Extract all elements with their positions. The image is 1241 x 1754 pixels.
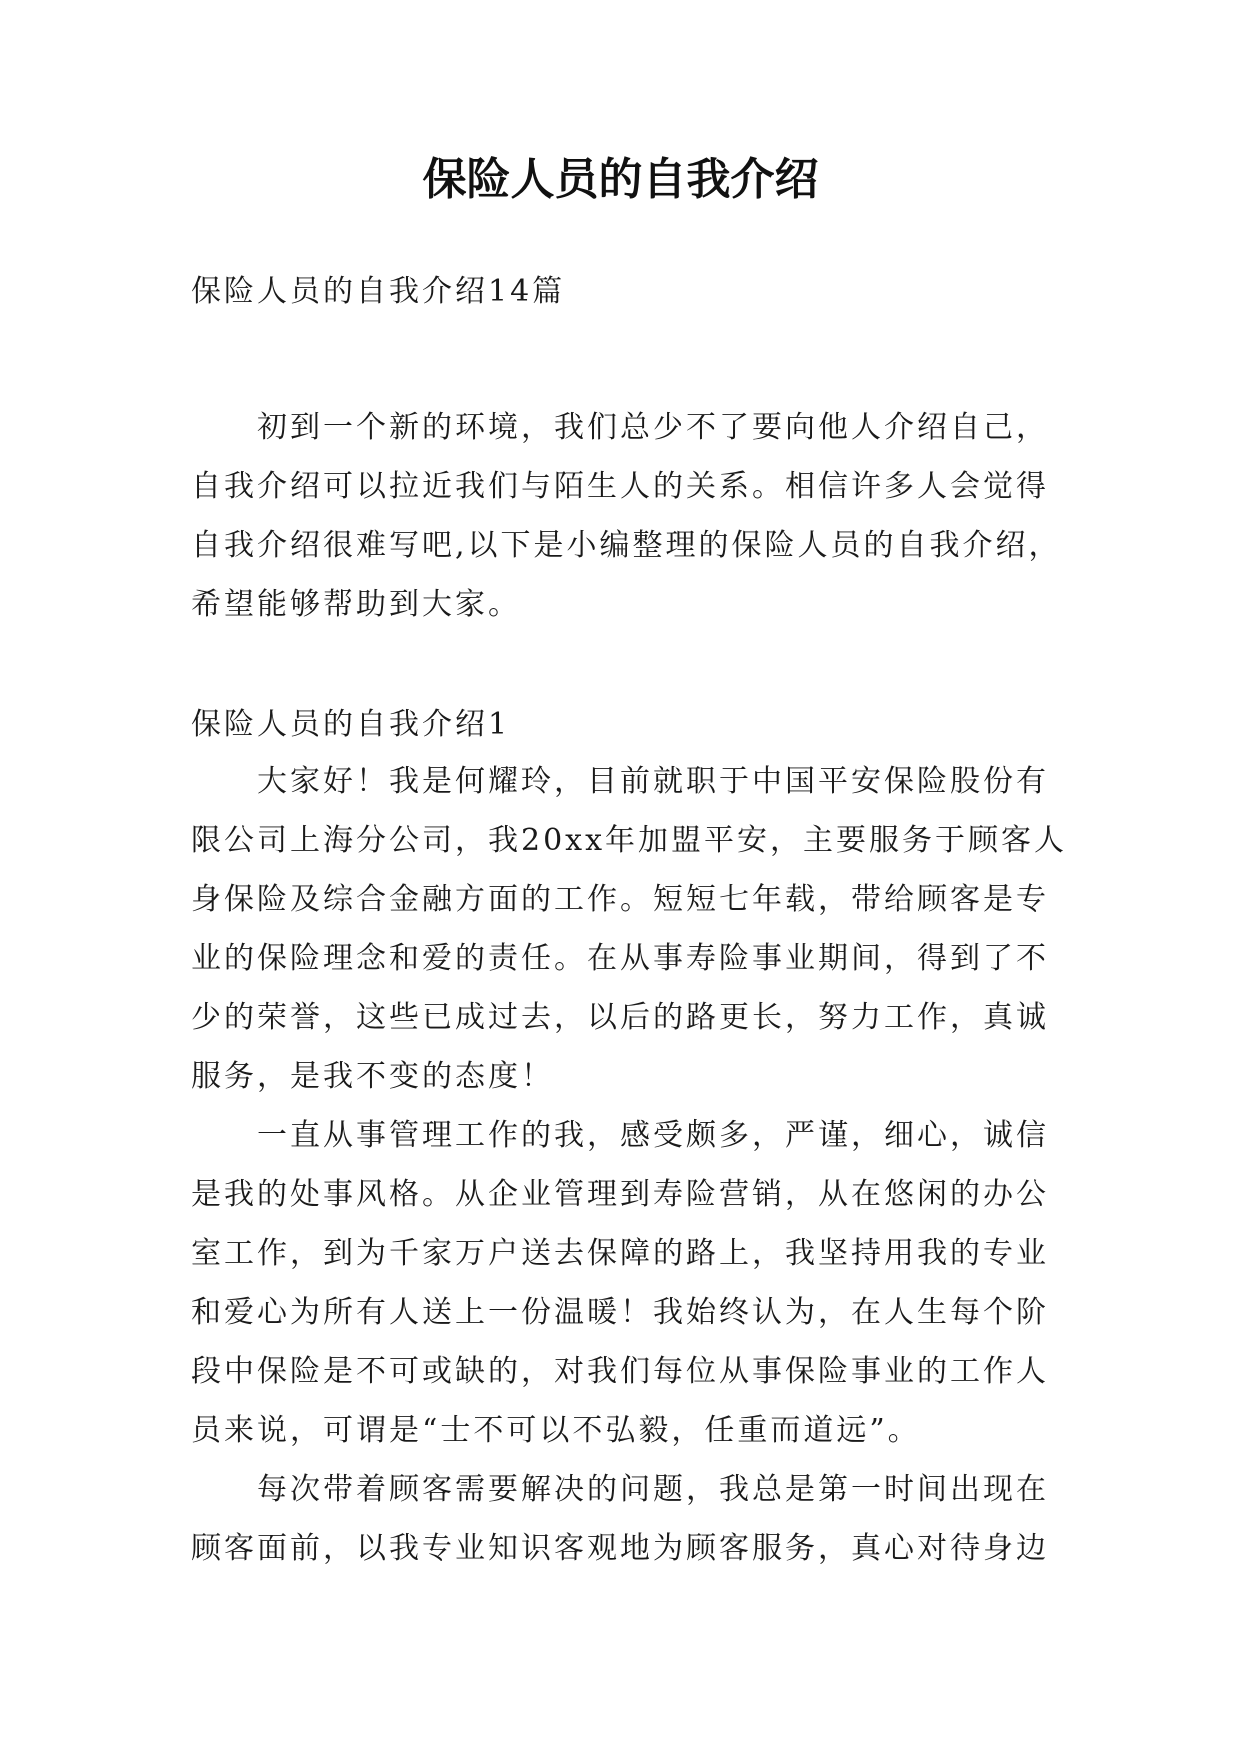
body-paragraph-3: 每次带着顾客需要解决的问题，我总是第一时间出现在顾客面前，以我专业知识客观地为顾客服务，真心对待身边 xyxy=(191,1472,1049,1566)
section-heading: 保险人员的自我介绍1 xyxy=(191,707,511,742)
document-subtitle: 保险人员的自我介绍14篇 xyxy=(191,274,566,309)
body-paragraph-2: 一直从事管理工作的我，感受颇多，严谨，细心，诚信是我的处事风格。从企业管理到寿险营销，从在悠闲的办公室工作，到为千家万户送去保障的路上，我坚持用我的专业和爱心为所有人送上一份温暖！我始终认为，在人生每个阶段中保险是不可或缺的，对我们每位从事保险事业的工作人员来说，可谓是“士不可以不弘毅，任重而道远”。 xyxy=(191,1118,1049,1448)
intro-paragraph: 初到一个新的环境，我们总少不了要向他人介绍自己，自我介绍可以拉近我们与陌生人的关系。相信许多人会觉得自我介绍很难写吧,以下是小编整理的保险人员的自我介绍，希望能够帮助到大家。 xyxy=(191,410,1062,622)
document-title: 保险人员的自我介绍 xyxy=(422,154,819,205)
body-paragraph-1: 大家好！我是何耀玲，目前就职于中国平安保险股份有限公司上海分公司，我20xx年加盟平安，主要服务于顾客人身保险及综合金融方面的工作。短短七年载，带给顾客是专业的保险理念和爱的责任。在从事寿险事业期间，得到了不少的荣誉，这些已成过去，以后的路更长，努力工作，真诚服务，是我不变的态度！ xyxy=(191,764,1068,1094)
section-body xyxy=(191,752,1071,1578)
